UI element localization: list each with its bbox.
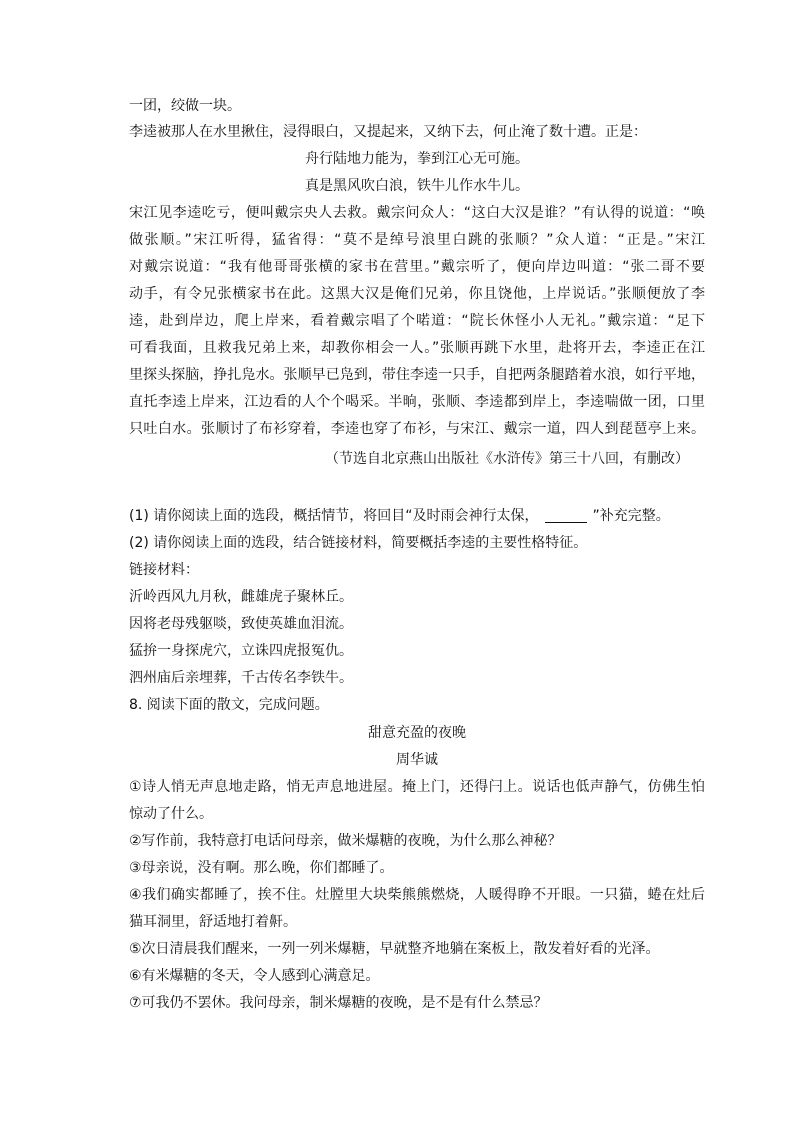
essay-line: ②写作前，我特意打电话问母亲，做米爆糖的夜晚，为什么那么神秘？ [129,833,562,849]
link-poem-line: 泗州庙后亲埋葬，千古传名李铁牛。 [129,670,353,686]
essay-line: 惊动了什么。 [129,806,213,822]
question-1-suffix: ”补充完整。 [592,508,670,524]
essay-author: 周华诚 [396,752,438,768]
story-line: 可看我面，且救我兄弟上来，却教你相会一人。”张顺再跳下水里，赴将开去，李逵正在江 [129,340,705,356]
question-2: (2) 请你阅读上面的选段，结合链接材料，简要概括李逵的主要性格特征。 [129,535,588,551]
story-line: 动手，有令兄张横家书在此。这黑大汉是俺们兄弟，你且饶他，上岸说话。”张顺便放了李 [129,286,705,302]
story-line: 直托李逵上岸来，江边看的人个个喝采。半晌，张顺、李逵都到岸上，李逵喘做一团，口里 [129,394,705,410]
source-citation: （节选自北京燕山出版社《水浒传》第三十八回，有删改） [325,451,689,467]
story-line: 李逵被那人在水里揪住，浸得眼白，又提起来，又纳下去，何止淹了数十遭。正是： [129,124,647,140]
poem-line: 真是黑风吹白浪，铁牛儿作水牛儿。 [305,178,529,194]
poem-line: 舟行陆地力能为，拳到江心无可施。 [305,151,529,167]
story-line: 宋江见李逵吃亏，便叫戴宗央人去救。戴宗问众人：“这白大汉是谁？”有认得的说道：“唤 [129,205,705,221]
essay-line: ①诗人悄无声息地走路，悄无声息地进屋。掩上门，还得闩上。说话也低声静气，仿佛生怕 [129,779,705,795]
question-8-prompt: 8. 阅读下面的散文，完成问题。 [129,697,329,713]
link-material-title: 链接材料： [129,562,199,578]
story-line: 只吐白水。张顺讨了布衫穿着，李逵也穿了布衫，与宋江、戴宗一道，四人到琵琶亭上来。 [129,421,705,437]
essay-line: ⑥有米爆糖的冬天，令人感到心满意足。 [129,968,380,984]
question-1-prefix: (1) 请你阅读上面的选段，概括情节，将回目“及时雨会神行太保， [129,508,539,524]
essay-line: ④我们确实都睡了，挨不住。灶膛里大块柴熊熊燃烧，人暖得睁不开眼。一只猫，蜷在灶后 [129,887,705,903]
essay-line: ⑦可我仍不罢休。我问母亲，制米爆糖的夜晚，是不是有什么禁忌？ [129,995,548,1011]
link-poem-line: 因将老母残躯啖，致使英雄血泪流。 [129,616,353,632]
link-poem-line: 猛拚一身探虎穴，立诛四虎报冤仇。 [129,643,353,659]
story-line: 一团，绞做一块。 [129,98,241,114]
link-poem-line: 沂岭西风九月秋，雌雄虎子聚林丘。 [129,589,353,605]
story-line: 做张顺。”宋江听得，猛省得：“莫不是绰号浪里白跳的张顺？”众人道：“正是。”宋江 [129,232,705,248]
question-1 [129,503,705,529]
story-line: 逵，赴到岸边，爬上岸来，看着戴宗唱了个喏道：“院长休怪小人无礼。”戴宗道：“足下 [129,313,705,329]
essay-title: 甜意充盈的夜晚 [368,725,466,741]
answer-blank[interactable] [545,506,587,523]
story-line: 里探头探脑，挣扎凫水。张顺早已凫到，带住李逵一只手，自把两条腿踏着水浪，如行平地， [129,367,705,383]
story-line: 对戴宗说道：“我有他哥哥张横的家书在营里。”戴宗听了，便向岸边叫道：“张二哥不要 [129,259,705,275]
essay-line: ③母亲说，没有啊。那么晚，你们都睡了。 [129,860,394,876]
essay-line: 猫耳洞里，舒适地打着鼾。 [129,914,297,930]
essay-line: ⑤次日清晨我们醒来，一列一列米爆糖，早就整齐地躺在案板上，散发着好看的光泽。 [129,941,660,957]
